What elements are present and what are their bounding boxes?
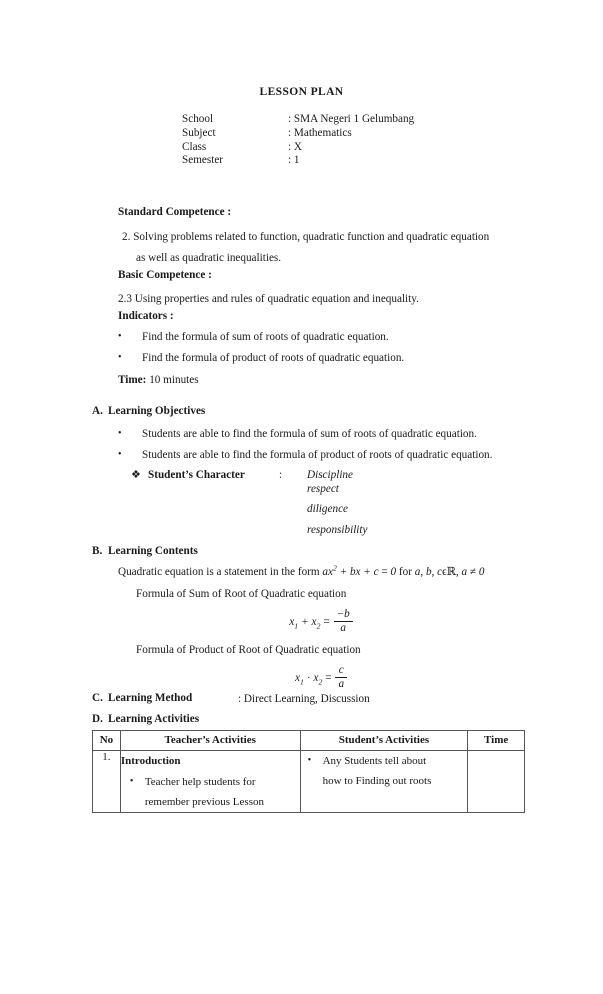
teacher-activity-list <box>121 772 300 812</box>
table-head <box>93 731 525 751</box>
section-c-separator: : <box>238 693 242 705</box>
standard-competence-label: Standard Competence : <box>118 206 232 218</box>
header-field-semester-value: : 1 <box>288 154 300 167</box>
section-c-value: Direct Learning, Discussion <box>243 693 370 705</box>
student-character-value-1: Discipline <box>307 469 353 481</box>
section-b-letter: B. <box>92 545 103 557</box>
basic-competence-text: 2.3 Using properties and rules of quadratic equation and inequality. <box>118 293 419 305</box>
document-header-fields <box>182 113 414 168</box>
product-formula <box>0 665 603 691</box>
quadratic-definition-equation: $ax^2$ + bx + c = 0 for a, b, cϵℝ, a ≠ 0 <box>322 563 485 578</box>
column-header-time: Time <box>468 731 525 751</box>
section-a-letter: A. <box>92 405 103 417</box>
indicator-item-2-text: Find the formula of product of roots of quadratic equation. <box>142 352 405 364</box>
section-d-letter: D. <box>92 713 103 725</box>
bullet-icon: • <box>118 449 122 460</box>
bullet-icon: • <box>118 352 122 363</box>
cell-time <box>468 751 525 813</box>
header-field-class <box>182 141 414 155</box>
student-character-separator: : <box>279 469 283 481</box>
section-c-heading <box>92 692 192 704</box>
list-item-continuation <box>323 771 468 791</box>
student-activity-list <box>301 751 468 791</box>
section-b-heading <box>92 545 198 557</box>
objective-item-2 <box>118 449 492 461</box>
student-character-label: Student’s Character <box>148 469 245 481</box>
column-header-no: No <box>93 731 121 751</box>
section-d-heading <box>92 713 199 725</box>
table-header-row <box>93 731 525 751</box>
objective-item-2-text: Students are able to find the formula of product of roots of quadratic equation. <box>142 449 493 461</box>
student-character-value-3: diligence <box>307 503 349 515</box>
product-formula-lhs: $x_1 \cdot x_2$ = <box>294 671 332 686</box>
header-field-class-label: Class <box>182 140 207 153</box>
header-field-school-label: School <box>182 113 214 125</box>
product-formula-caption: Formula of Product of Root of Quadratic equation <box>136 644 361 656</box>
florette-bullet-icon: ❖ <box>131 469 141 481</box>
student-character-value-4: responsibility <box>307 524 368 536</box>
standard-competence-line-2: as well as quadratic inequalities. <box>136 252 282 264</box>
section-c-value-row <box>238 692 370 706</box>
learning-activities-table <box>92 730 525 813</box>
student-activity-line-1: Any Students tell about <box>322 755 427 767</box>
indicator-item-2 <box>118 352 404 364</box>
section-d-title: Learning Activities <box>108 713 200 725</box>
objective-item-1-text: Students are able to find the formula of sum of roots of quadratic equation. <box>142 428 477 440</box>
teacher-activity-line-1: Teacher help students for <box>144 776 256 788</box>
header-field-semester-label: Semester <box>182 154 224 167</box>
product-formula-denominator: a <box>338 678 345 691</box>
header-field-subject-label: Subject <box>182 126 216 139</box>
quadratic-definition <box>118 565 484 579</box>
basic-competence-label: Basic Competence : <box>118 269 212 281</box>
list-item <box>307 751 468 771</box>
header-field-subject-value: : Mathematics <box>288 126 352 139</box>
product-formula-numerator: c <box>338 664 344 677</box>
header-field-school <box>182 113 414 127</box>
indicator-item-1-text: Find the formula of sum of roots of quadratic equation. <box>142 331 389 343</box>
time-value: 10 minutes <box>149 374 199 386</box>
list-item-continuation <box>145 792 300 812</box>
quadratic-definition-prefix: Quadratic equation is a statement in the form <box>118 566 323 578</box>
time-row <box>118 373 199 387</box>
column-header-student: Student’s Activities <box>300 731 468 751</box>
header-field-semester <box>182 154 414 168</box>
section-a-heading <box>92 405 205 417</box>
table-body <box>93 751 525 813</box>
section-c-title: Learning Method <box>108 692 193 704</box>
time-label: Time: <box>118 374 147 386</box>
product-formula-fraction <box>335 664 347 690</box>
teacher-activity-line-2: remember previous Lesson <box>144 796 264 808</box>
cell-student-activities <box>300 751 468 813</box>
table-row <box>93 751 525 813</box>
cell-teacher-activities <box>120 751 300 813</box>
header-field-school-value: : SMA Negeri 1 Gelumbang <box>288 113 415 125</box>
sum-formula-numerator: −b <box>336 608 350 621</box>
sum-formula-caption: Formula of Sum of Root of Quadratic equation <box>136 588 347 600</box>
section-b-title: Learning Contents <box>108 545 198 557</box>
indicators-label: Indicators : <box>118 310 174 322</box>
sum-formula-fraction <box>334 608 353 634</box>
sum-formula <box>0 609 603 635</box>
teacher-activity-heading: Introduction <box>120 755 181 767</box>
bullet-icon: • <box>129 776 134 787</box>
sum-formula-denominator: a <box>340 622 346 635</box>
objective-item-1 <box>118 428 477 440</box>
section-c-letter: C. <box>92 692 103 704</box>
standard-competence-line-1: 2. Solving problems related to function, quadratic function and quadratic equation <box>122 231 490 243</box>
bullet-icon: • <box>118 331 122 342</box>
list-item <box>129 772 300 792</box>
cell-row-number: 1. <box>93 751 121 813</box>
student-activity-line-2: how to Finding out roots <box>322 775 432 787</box>
header-field-class-value: : X <box>288 140 302 153</box>
bullet-icon: • <box>118 428 122 439</box>
bullet-icon: • <box>307 755 312 766</box>
student-character-value-2: respect <box>307 483 339 495</box>
indicator-item-1 <box>118 331 389 343</box>
header-field-subject <box>182 127 414 141</box>
section-a-title: Learning Objectives <box>108 405 206 417</box>
page-title: LESSON PLAN <box>259 86 344 98</box>
sum-formula-lhs: $x_1 + x_2$ = <box>289 615 330 630</box>
column-header-teacher: Teacher’s Activities <box>120 731 300 751</box>
